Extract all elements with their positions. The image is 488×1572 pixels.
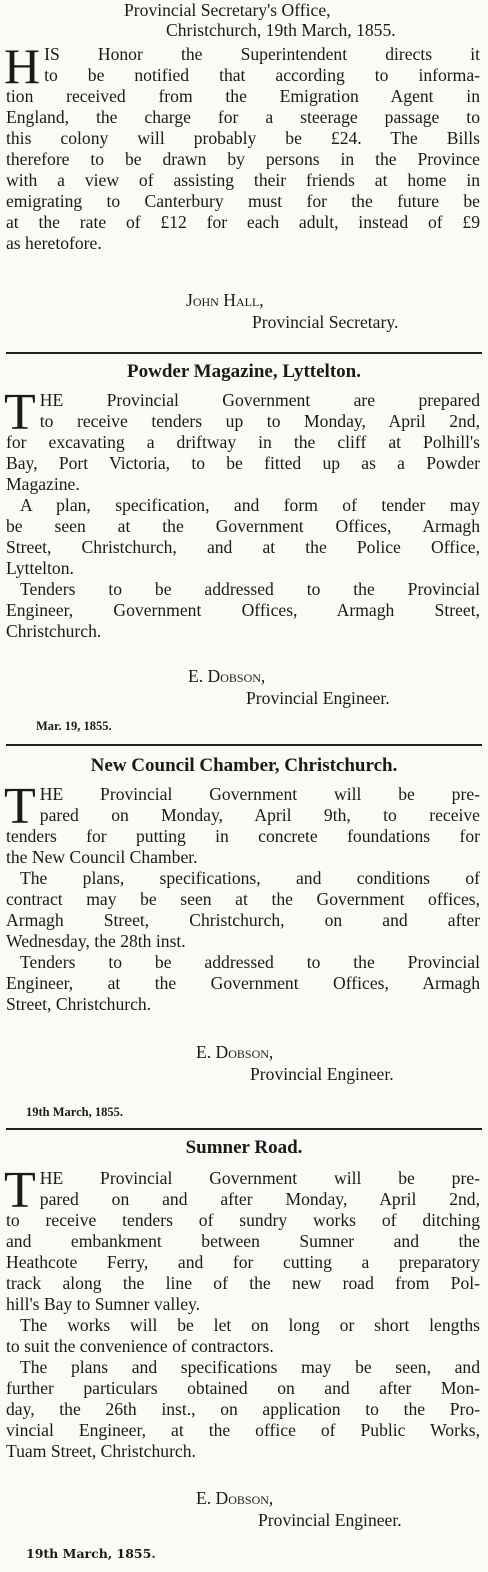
body-line: therefore to be drawn by persons in the Province: [6, 149, 480, 169]
notice-body: [4, 778, 480, 1015]
body-line: HE Provincial Government will be pre-: [39, 784, 480, 804]
body-line: Street, Christchurch, and at the Police Office,: [6, 537, 480, 557]
signatory-name: E. Dobson,: [196, 1042, 274, 1062]
office-dateline: Provincial Secretary's Office,: [124, 0, 331, 20]
notice-body: [4, 384, 480, 642]
drop-cap: H: [4, 38, 41, 94]
body-line: contract may be seen at the Government offices,: [6, 889, 480, 909]
body-line: the New Council Chamber.: [6, 847, 198, 867]
body-line: to suit the convenience of contractors.: [6, 1336, 274, 1356]
signatory-name: E. Dobson,: [188, 666, 266, 686]
body-line: to receive tenders of sundry works of ditching: [6, 1210, 480, 1230]
body-line: further particulars obtained on and after Mon-: [6, 1378, 480, 1398]
body-line: tenders for putting in concrete foundations for: [6, 826, 480, 846]
notice-council-chamber: [4, 754, 482, 1119]
drop-cap: T: [4, 1162, 36, 1219]
notice-powder-magazine: [4, 360, 482, 733]
body-line: HE Provincial Government are prepared: [39, 390, 480, 410]
body-line: Tenders to be addressed to the Provincial: [20, 952, 480, 972]
body-line: day, the 26th inst., on application to the Pro-: [6, 1399, 480, 1419]
signatory-name: John Hall,: [186, 290, 264, 310]
signatory-title: Provincial Secretary.: [252, 312, 399, 332]
body-line: as heretofore.: [6, 233, 102, 253]
body-line: Wednesday, the 28th inst.: [6, 931, 186, 951]
body-line: A plan, specification, and form of tender may: [20, 495, 480, 515]
body-line: Engineer, Government Offices, Armagh Street,: [6, 600, 480, 620]
body-line: tion received from the Emigration Agent in: [6, 86, 480, 106]
notice-heading: New Council Chamber, Christchurch.: [90, 755, 398, 776]
notice-date: Mar. 19, 1855.: [36, 719, 112, 733]
body-line: The plans, specifications, and conditions of: [20, 868, 480, 888]
date-dateline: Christchurch, 19th March, 1855.: [166, 20, 396, 40]
body-line: Christchurch.: [6, 621, 102, 641]
signatory-name: E. Dobson,: [196, 1488, 274, 1508]
notice-body: [4, 38, 480, 254]
signatory-title: Provincial Engineer.: [246, 688, 390, 708]
body-line: pared on and after Monday, April 2nd,: [39, 1189, 480, 1209]
body-line: track along the line of the new road from Pol-: [6, 1273, 480, 1293]
body-line: Armagh Street, Christchurch, on and after: [6, 910, 480, 930]
notice-body: [4, 1162, 480, 1462]
body-line: Bay, Port Victoria, to be fitted up as a Powder: [6, 453, 480, 473]
body-line: and embankment between Sumner and the: [6, 1231, 480, 1251]
drop-cap: T: [4, 384, 36, 441]
notice-sumner-road: [6, 1136, 482, 1462]
body-line: Tuam Street, Christchurch.: [6, 1441, 196, 1461]
body-line: hill's Bay to Sumner valley.: [6, 1294, 201, 1314]
body-line: to be notified that according to informa-: [44, 65, 480, 85]
body-line: at the rate of £12 for each adult, instead of £9: [6, 212, 480, 232]
body-line: Lyttelton.: [6, 558, 74, 578]
body-line: to receive tenders up to Monday, April 2nd,: [39, 411, 480, 431]
signatory-title: Provincial Engineer.: [250, 1064, 394, 1084]
notice-date: 19th March, 1855.: [26, 1105, 123, 1119]
body-line: Engineer, at the Government Offices, Armagh: [6, 973, 480, 993]
body-line: HE Provincial Government will be pre-: [39, 1168, 480, 1188]
signatory-title: Provincial Engineer.: [258, 1510, 402, 1530]
section-divider: [6, 352, 482, 354]
body-line: pared on Monday, April 9th, to receive: [39, 805, 480, 825]
drop-cap: T: [4, 778, 36, 835]
section-divider: [6, 744, 482, 746]
body-line: The plans and specifications may be seen, and: [20, 1357, 480, 1377]
notice-heading: Powder Magazine, Lyttelton.: [127, 361, 361, 382]
body-line: Heathcote Ferry, and for cutting a preparatory: [6, 1252, 480, 1272]
section-divider: [6, 1128, 482, 1130]
body-line: this colony will probably be £24. The Bills: [6, 128, 480, 148]
body-line: for excavating a driftway in the cliff at Polhill's: [6, 432, 480, 452]
body-line: be seen at the Government Offices, Armagh: [6, 516, 480, 536]
body-line: vincial Engineer, at the office of Public Works,: [6, 1420, 480, 1440]
body-line: Magazine.: [6, 474, 80, 494]
notice-heading: Sumner Road.: [185, 1137, 303, 1158]
notice-date: 19th March, 1855.: [26, 1546, 156, 1561]
body-line: emigrating to Canterbury must for the future be: [6, 191, 480, 211]
body-line: IS Honor the Superintendent directs it: [44, 44, 480, 64]
body-line: The works will be let on long or short lengths: [20, 1315, 480, 1335]
body-line: England, the charge for a steerage passage to: [6, 107, 480, 127]
body-line: Tenders to be addressed to the Provincial: [20, 579, 480, 599]
body-line: with a view of assisting their friends at home in: [6, 170, 480, 190]
body-line: Street, Christchurch.: [6, 994, 152, 1014]
